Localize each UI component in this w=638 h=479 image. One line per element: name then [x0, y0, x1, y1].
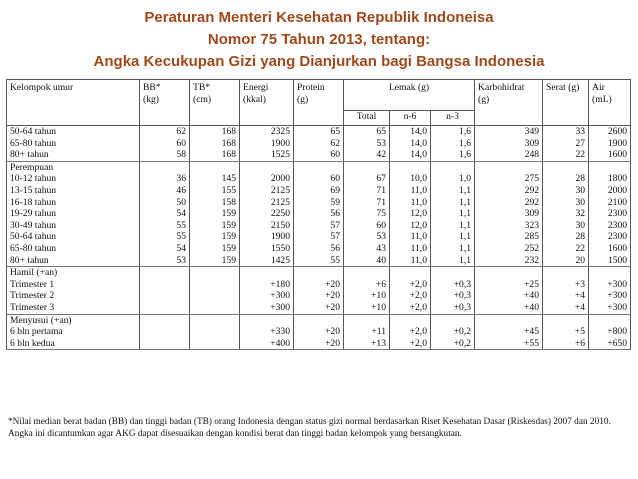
- cell-protein: +20: [294, 326, 344, 338]
- cell-protein: +20: [294, 279, 344, 291]
- cell-lemak-n3: 1,6: [431, 149, 475, 161]
- cell-lemak-n6: 11,0: [390, 255, 431, 267]
- cell-air: 1800: [589, 173, 631, 185]
- cell-energi: +180: [240, 279, 294, 291]
- cell-serat: 30: [543, 185, 589, 197]
- cell-karbohidrat: +55: [475, 338, 543, 350]
- cell-energi: +300: [240, 302, 294, 314]
- cell-bb: 54: [140, 208, 190, 220]
- header-energi-unit: (kkal): [243, 94, 266, 105]
- cell-lemak-n6: +2,0: [390, 302, 431, 314]
- section-empty-cell: [344, 314, 390, 326]
- cell-energi: +400: [240, 338, 294, 350]
- section-row: [7, 314, 631, 326]
- cell-air: 1900: [589, 138, 631, 150]
- cell-bb: 58: [140, 149, 190, 161]
- cell-lemak-total: 60: [344, 220, 390, 232]
- cell-tb: 159: [190, 231, 240, 243]
- table-row: [7, 208, 631, 220]
- cell-kelompok-umur: 65-80 tahun: [10, 242, 57, 254]
- section-empty-cell: [140, 314, 190, 326]
- section-empty-cell: [344, 267, 390, 279]
- cell-kelompok-umur: 19-29 tahun: [10, 208, 57, 220]
- header-bb: [140, 80, 190, 126]
- cell-kelompok-umur: 6 bln kedua: [7, 338, 140, 350]
- cell-air: 2600: [589, 126, 631, 138]
- section-empty-cell: [431, 314, 475, 326]
- header-kelompok: [7, 80, 140, 126]
- cell-protein: +20: [294, 338, 344, 350]
- cell-lemak-total: 71: [344, 197, 390, 209]
- cell-protein: +20: [294, 302, 344, 314]
- table-row: [7, 149, 631, 161]
- header-kelompok-label: Kelompok umur: [10, 82, 74, 93]
- cell-lemak-total: 42: [344, 149, 390, 161]
- cell-serat: 22: [543, 243, 589, 255]
- section-empty-cell: [475, 161, 543, 173]
- cell-protein: 57: [294, 220, 344, 232]
- cell-kelompok-umur: 80+ tahun: [7, 149, 140, 161]
- section-empty-cell: [543, 267, 589, 279]
- header-protein: [294, 80, 344, 126]
- cell-kelompok-umur: 80+ tahun: [7, 255, 140, 267]
- cell-air: 1500: [589, 255, 631, 267]
- cell-air: 2000: [589, 185, 631, 197]
- cell-lemak-n6: 12,0: [390, 220, 431, 232]
- header-lemak-total: Total: [344, 111, 390, 126]
- table-row: [7, 197, 631, 209]
- cell-kelompok-umur: 16-18 tahun: [10, 196, 57, 208]
- cell-lemak-total: 65: [344, 126, 390, 138]
- nutrition-table-container: [6, 79, 630, 350]
- header-lemak-label: Lemak (g): [388, 82, 430, 93]
- header-tb-unit: (cm): [193, 94, 212, 105]
- cell-lemak-n3: 1,1: [431, 220, 475, 232]
- cell-lemak-total: 40: [344, 255, 390, 267]
- nutrition-table: [6, 79, 631, 350]
- cell-lemak-total: +6: [344, 279, 390, 291]
- cell-lemak-n3: 1,1: [431, 255, 475, 267]
- cell-lemak-n3: 1,6: [431, 126, 475, 138]
- section-empty-cell: [589, 314, 631, 326]
- cell-tb: 158: [190, 197, 240, 209]
- cell-protein: 60: [294, 149, 344, 161]
- cell-protein: 62: [294, 138, 344, 150]
- header-energi-label: Energi: [243, 82, 269, 93]
- cell-air: 1600: [589, 149, 631, 161]
- section-empty-cell: [190, 314, 240, 326]
- cell-lemak-n6: 12,0: [390, 208, 431, 220]
- cell-protein: 56: [294, 243, 344, 255]
- cell-karbohidrat: 309: [475, 208, 543, 220]
- cell-lemak-n3: 1,1: [431, 208, 475, 220]
- header-air-label: Air: [592, 82, 605, 93]
- cell-lemak-n3: 1,1: [431, 243, 475, 255]
- cell-serat: +4: [543, 290, 589, 302]
- section-empty-cell: [589, 161, 631, 173]
- cell-lemak-n6: 14,0: [390, 126, 431, 138]
- cell-lemak-n6: +2,0: [390, 290, 431, 302]
- cell-energi: +300: [240, 290, 294, 302]
- section-empty-cell: [390, 314, 431, 326]
- cell-kelompok-umur: 65-80 tahun: [10, 137, 57, 149]
- cell-air: 2100: [589, 197, 631, 209]
- cell-air: +300: [589, 290, 631, 302]
- cell-energi: 1425: [240, 255, 294, 267]
- cell-air: +300: [589, 279, 631, 291]
- header-karbo-label: Karbohidrat: [478, 82, 525, 93]
- cell-lemak-total: 67: [344, 173, 390, 185]
- section-empty-cell: [140, 161, 190, 173]
- cell-bb: 53: [140, 255, 190, 267]
- section-empty-cell: [240, 314, 294, 326]
- cell-tb: 168: [190, 126, 240, 138]
- cell-energi: 1900: [240, 231, 294, 243]
- table-row: [7, 138, 631, 150]
- cell-energi: 2250: [240, 208, 294, 220]
- cell-karbohidrat: 292: [475, 197, 543, 209]
- cell-kelompok-umur: 6 bln pertama: [10, 326, 63, 338]
- cell-protein: 57: [294, 231, 344, 243]
- cell-lemak-n6: +2,0: [390, 279, 431, 291]
- section-empty-cell: [344, 161, 390, 173]
- cell-air: +650: [589, 338, 631, 350]
- cell-tb: 159: [190, 243, 240, 255]
- cell-serat: 30: [543, 220, 589, 232]
- header-lemak: [344, 80, 475, 111]
- cell-karbohidrat: +45: [475, 326, 543, 338]
- cell-tb: 168: [190, 138, 240, 150]
- table-row: [7, 290, 631, 302]
- cell-bb: [140, 302, 190, 314]
- cell-serat: 32: [543, 208, 589, 220]
- section-empty-cell: [390, 161, 431, 173]
- cell-lemak-n3: 1,0: [431, 173, 475, 185]
- cell-lemak-n6: 11,0: [390, 185, 431, 197]
- cell-serat: 28: [543, 231, 589, 243]
- table-row: [7, 220, 631, 232]
- cell-lemak-total: 53: [344, 231, 390, 243]
- section-empty-cell: [294, 267, 344, 279]
- cell-tb: 159: [190, 220, 240, 232]
- cell-lemak-n6: 14,0: [390, 138, 431, 150]
- cell-bb: 55: [140, 220, 190, 232]
- cell-karbohidrat: 292: [475, 185, 543, 197]
- cell-tb: [190, 290, 240, 302]
- cell-protein: 69: [294, 185, 344, 197]
- cell-serat: 30: [543, 197, 589, 209]
- cell-serat: 20: [543, 255, 589, 267]
- cell-karbohidrat: 349: [475, 126, 543, 138]
- cell-lemak-n3: 1,1: [431, 197, 475, 209]
- cell-kelompok-umur: Trimester 1: [10, 278, 55, 290]
- cell-karbohidrat: 323: [475, 220, 543, 232]
- cell-karbohidrat: 232: [475, 255, 543, 267]
- header-protein-unit: (g): [297, 94, 309, 105]
- cell-tb: [190, 302, 240, 314]
- header-serat-label: Serat (g): [546, 82, 580, 93]
- cell-karbohidrat: +40: [475, 290, 543, 302]
- cell-lemak-n3: +0,3: [431, 302, 475, 314]
- cell-karbohidrat: 309: [475, 138, 543, 150]
- cell-karbohidrat: +40: [475, 302, 543, 314]
- cell-serat: +4: [543, 302, 589, 314]
- cell-bb: [140, 290, 190, 302]
- cell-tb: 159: [190, 208, 240, 220]
- cell-bb: 46: [140, 185, 190, 197]
- cell-protein: 55: [294, 255, 344, 267]
- table-row: [7, 231, 631, 243]
- table-row: [7, 326, 631, 338]
- cell-kelompok-umur: 50-64 tahun: [10, 126, 57, 137]
- cell-lemak-n3: +0,2: [431, 326, 475, 338]
- cell-energi: 2150: [240, 220, 294, 232]
- cell-air: +300: [589, 302, 631, 314]
- header-energi: [240, 80, 294, 126]
- cell-tb: 159: [190, 255, 240, 267]
- cell-lemak-total: +11: [344, 326, 390, 338]
- cell-lemak-n6: 11,0: [390, 231, 431, 243]
- cell-protein: 59: [294, 197, 344, 209]
- cell-tb: 168: [190, 149, 240, 161]
- cell-lemak-n6: 11,0: [390, 243, 431, 255]
- cell-energi: 1525: [240, 149, 294, 161]
- cell-lemak-total: 75: [344, 208, 390, 220]
- header-karbo-unit: (g): [478, 94, 490, 105]
- cell-lemak-n6: 14,0: [390, 149, 431, 161]
- section-empty-cell: [240, 267, 294, 279]
- cell-lemak-n3: 1,1: [431, 231, 475, 243]
- header-tb: [190, 80, 240, 126]
- cell-lemak-n6: 11,0: [390, 197, 431, 209]
- cell-serat: 28: [543, 173, 589, 185]
- cell-protein: 65: [294, 126, 344, 138]
- table-body: [7, 126, 631, 350]
- table-row: [7, 338, 631, 350]
- cell-bb: 36: [140, 173, 190, 185]
- cell-energi: 1900: [240, 138, 294, 150]
- header-tb-label: TB*: [193, 82, 211, 93]
- cell-lemak-total: 71: [344, 185, 390, 197]
- cell-kelompok-umur: Trimester 3: [7, 302, 140, 314]
- cell-tb: 145: [190, 173, 240, 185]
- cell-lemak-total: +13: [344, 338, 390, 350]
- cell-kelompok-umur: 30-49 tahun: [10, 219, 57, 231]
- cell-karbohidrat: +25: [475, 279, 543, 291]
- section-label: Menyusui (+an): [7, 314, 140, 326]
- cell-bb: 55: [140, 231, 190, 243]
- cell-lemak-total: 53: [344, 138, 390, 150]
- section-label: Perempuan: [7, 161, 140, 173]
- cell-kelompok-umur: 13-15 tahun: [10, 184, 57, 196]
- cell-serat: +6: [543, 338, 589, 350]
- section-label: Hamil (+an): [7, 267, 140, 279]
- cell-lemak-total: 43: [344, 243, 390, 255]
- header-air: [589, 80, 631, 126]
- cell-lemak-n3: +0,3: [431, 279, 475, 291]
- cell-tb: [190, 338, 240, 350]
- title-line-3: Angka Kecukupan Gizi yang Dianjurkan bagi Bangsa Indonesia: [93, 53, 545, 70]
- cell-lemak-n3: 1,6: [431, 138, 475, 150]
- cell-lemak-n6: +2,0: [390, 338, 431, 350]
- section-empty-cell: [543, 161, 589, 173]
- cell-tb: [190, 326, 240, 338]
- section-empty-cell: [294, 314, 344, 326]
- cell-energi: 2125: [240, 197, 294, 209]
- section-empty-cell: [294, 161, 344, 173]
- cell-lemak-total: +10: [344, 290, 390, 302]
- header-bb-label: BB*: [143, 82, 161, 93]
- cell-energi: 2125: [240, 185, 294, 197]
- title-line-1: Peraturan Menteri Kesehatan Republik Indoneisa: [144, 9, 494, 26]
- section-row: [7, 161, 631, 173]
- cell-karbohidrat: 252: [475, 243, 543, 255]
- cell-serat: +5: [543, 326, 589, 338]
- section-empty-cell: [190, 267, 240, 279]
- section-empty-cell: [190, 161, 240, 173]
- cell-protein: 60: [294, 173, 344, 185]
- header-protein-label: Protein: [297, 82, 325, 93]
- section-empty-cell: [140, 267, 190, 279]
- cell-bb: [140, 279, 190, 291]
- cell-lemak-n6: +2,0: [390, 326, 431, 338]
- cell-bb: 60: [140, 138, 190, 150]
- table-row: [7, 302, 631, 314]
- table-row: [7, 126, 631, 138]
- table-row: [7, 185, 631, 197]
- cell-air: 2300: [589, 231, 631, 243]
- title-line-2: Nomor 75 Tahun 2013, tentang:: [207, 31, 431, 48]
- cell-lemak-n6: 10,0: [390, 173, 431, 185]
- section-empty-cell: [431, 161, 475, 173]
- cell-bb: [140, 338, 190, 350]
- footnote: *Nilai median berat badan (BB) dan tinggi badan (TB) orang Indonesia dengan status gizi normal berdasarkan Riset Kesehatan Dasar (Riskesdas) 2007 dan 2010. Angka ini dicantumkan agar AKG dapat disesuaikan dengan kondisi berat dan tinggi badan kelompok yang bersangkutan.: [8, 417, 611, 439]
- cell-serat: 27: [543, 138, 589, 150]
- cell-lemak-n3: +0,3: [431, 290, 475, 302]
- table-row: [7, 243, 631, 255]
- cell-energi: 2000: [240, 173, 294, 185]
- section-empty-cell: [589, 267, 631, 279]
- cell-kelompok-umur: 10-12 tahun: [10, 173, 57, 185]
- cell-lemak-n3: +0,2: [431, 338, 475, 350]
- table-row: [7, 255, 631, 267]
- cell-bb: 50: [140, 197, 190, 209]
- cell-karbohidrat: 275: [475, 173, 543, 185]
- section-empty-cell: [475, 314, 543, 326]
- header-karbo: [475, 80, 543, 126]
- cell-serat: 33: [543, 126, 589, 138]
- section-empty-cell: [543, 314, 589, 326]
- cell-kelompok-umur: Trimester 2: [10, 290, 55, 302]
- cell-karbohidrat: 285: [475, 231, 543, 243]
- header-lemak-n6: n-6: [390, 111, 431, 126]
- cell-serat: +3: [543, 279, 589, 291]
- cell-tb: [190, 279, 240, 291]
- section-empty-cell: [475, 267, 543, 279]
- cell-air: 2300: [589, 208, 631, 220]
- section-row: [7, 267, 631, 279]
- header-serat: [543, 80, 589, 126]
- cell-lemak-total: +10: [344, 302, 390, 314]
- cell-serat: 22: [543, 149, 589, 161]
- cell-bb: 54: [140, 243, 190, 255]
- section-empty-cell: [390, 267, 431, 279]
- header-bb-unit: (kg): [143, 94, 159, 105]
- table-row: [7, 173, 631, 185]
- section-empty-cell: [240, 161, 294, 173]
- cell-air: 1600: [589, 243, 631, 255]
- cell-energi: +330: [240, 326, 294, 338]
- cell-karbohidrat: 248: [475, 149, 543, 161]
- cell-bb: [140, 326, 190, 338]
- cell-protein: +20: [294, 290, 344, 302]
- cell-bb: 62: [140, 126, 190, 138]
- cell-kelompok-umur: 50-64 tahun: [10, 231, 57, 243]
- cell-energi: 2325: [240, 126, 294, 138]
- section-empty-cell: [431, 267, 475, 279]
- header-air-unit: (mL): [592, 94, 612, 105]
- cell-air: +800: [589, 326, 631, 338]
- header-lemak-n3: n-3: [431, 111, 475, 126]
- cell-protein: 56: [294, 208, 344, 220]
- cell-lemak-n3: 1,1: [431, 185, 475, 197]
- cell-air: 2300: [589, 220, 631, 232]
- cell-energi: 1550: [240, 243, 294, 255]
- cell-tb: 155: [190, 185, 240, 197]
- table-row: [7, 279, 631, 291]
